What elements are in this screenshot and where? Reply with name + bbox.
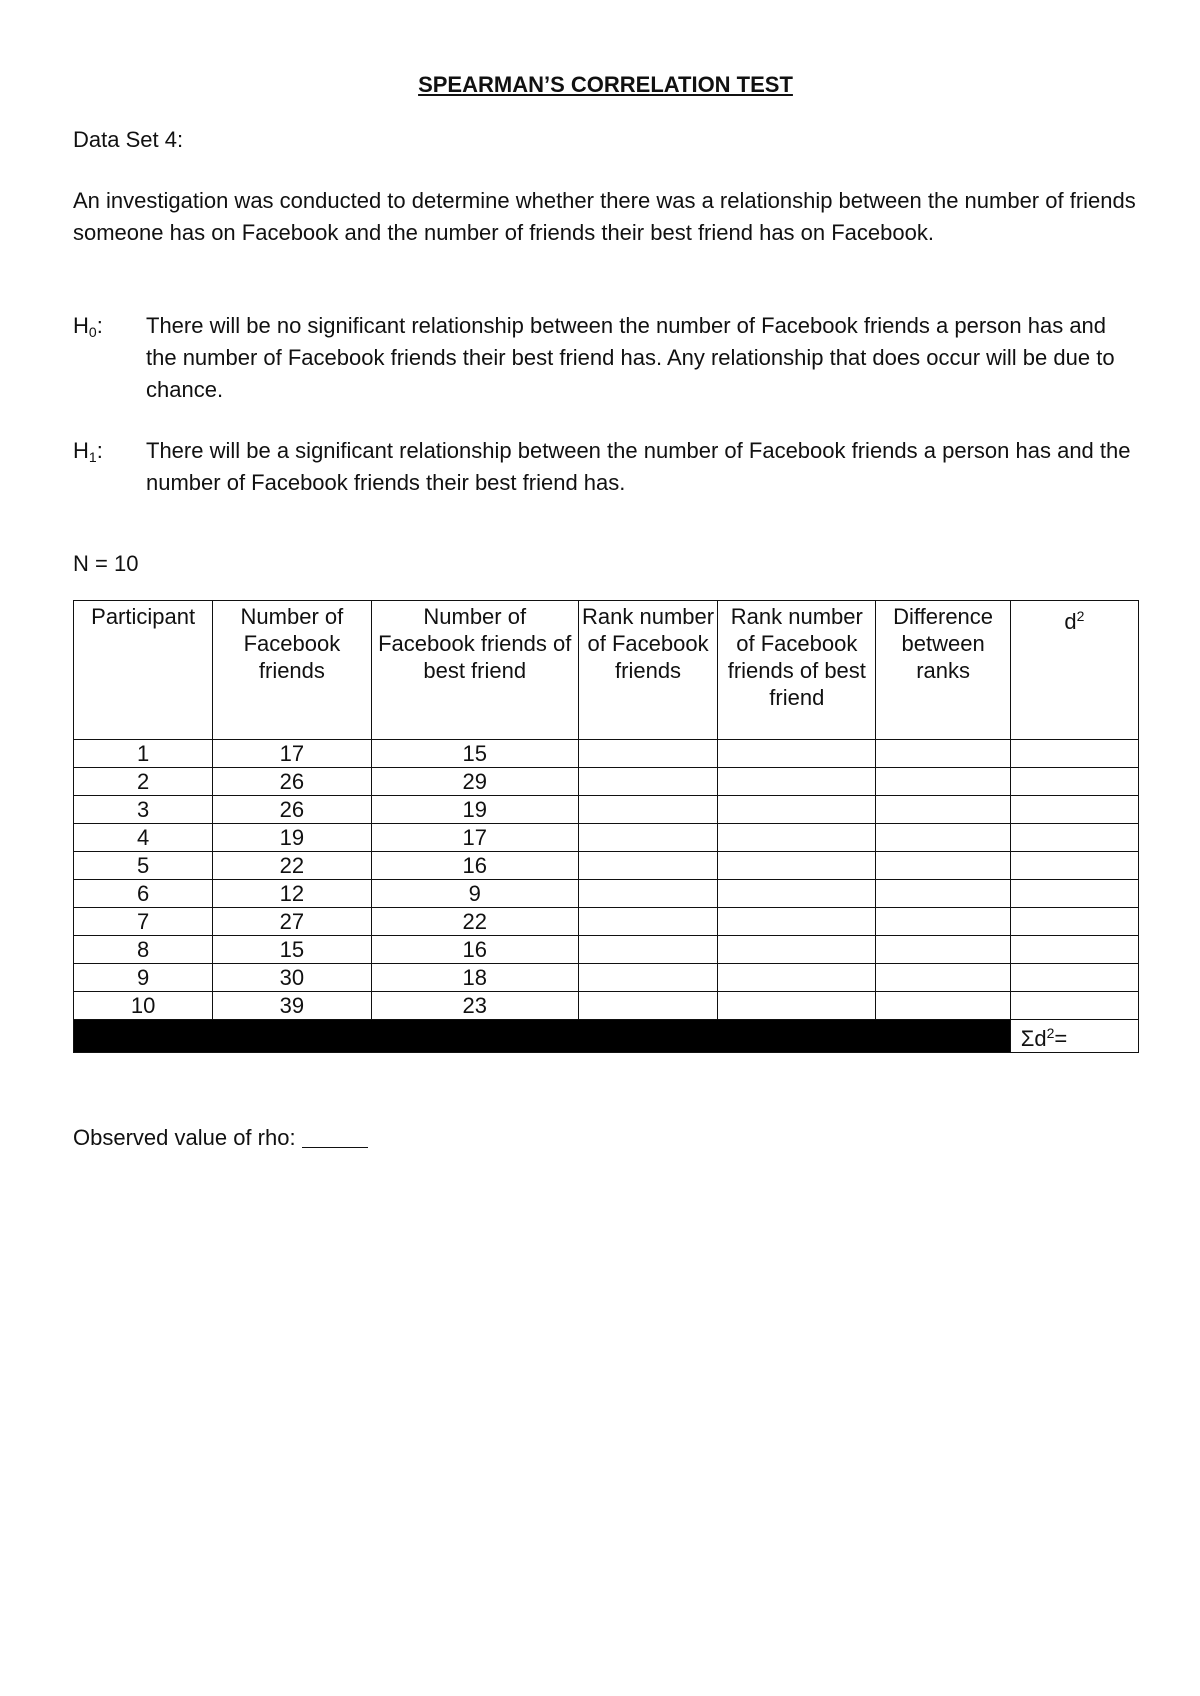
friends-cell: 26	[213, 768, 371, 796]
table-row	[74, 768, 1139, 796]
col-header-best-friend: Number of Facebook friends of best friend	[371, 601, 578, 740]
friends-cell: 39	[213, 992, 371, 1020]
page-title: SPEARMAN’S CORRELATION TEST	[418, 72, 793, 97]
rank-friends-cell[interactable]	[578, 936, 717, 964]
rank-best-friend-cell[interactable]	[718, 852, 876, 880]
d-squared-cell[interactable]	[1010, 936, 1138, 964]
d-squared-cell[interactable]	[1010, 908, 1138, 936]
best-friend-cell: 23	[371, 992, 578, 1020]
friends-cell: 26	[213, 796, 371, 824]
best-friend-cell: 15	[371, 740, 578, 768]
alternative-hypothesis	[73, 435, 1138, 499]
d-squared-cell[interactable]	[1010, 880, 1138, 908]
col-header-friends: Number of Facebook friends	[213, 601, 371, 740]
rank-friends-cell[interactable]	[578, 796, 717, 824]
col-header-participant: Participant	[74, 601, 213, 740]
null-hypothesis-label: $H_0$:	[73, 313, 103, 340]
table-row	[74, 992, 1139, 1020]
d-squared-cell[interactable]	[1010, 768, 1138, 796]
table-row	[74, 936, 1139, 964]
observed-rho-blank[interactable]	[302, 1127, 368, 1148]
ranking-table	[73, 600, 1139, 1053]
alternative-hypothesis-label: $H_1$:	[73, 438, 103, 465]
participant-cell: 8	[74, 936, 213, 964]
friends-cell: 17	[213, 740, 371, 768]
col-header-rank-best-friend: Rank number of Facebook friends of best friend	[718, 601, 876, 740]
difference-cell[interactable]	[876, 824, 1010, 852]
table-header-row	[74, 601, 1139, 740]
data-set-label: Data Set 4:	[73, 127, 184, 152]
rank-friends-cell[interactable]	[578, 852, 717, 880]
rank-best-friend-cell[interactable]	[718, 964, 876, 992]
col-header-d-squared: $d^2$	[1010, 601, 1138, 740]
friends-cell: 15	[213, 936, 371, 964]
d-squared-cell[interactable]	[1010, 964, 1138, 992]
difference-cell[interactable]	[876, 992, 1010, 1020]
rank-best-friend-cell[interactable]	[718, 796, 876, 824]
rank-best-friend-cell[interactable]	[718, 936, 876, 964]
difference-cell[interactable]	[876, 908, 1010, 936]
d-squared-cell[interactable]	[1010, 796, 1138, 824]
participant-cell: 10	[74, 992, 213, 1020]
sample-size: N = 10	[73, 551, 139, 576]
rank-best-friend-cell[interactable]	[718, 768, 876, 796]
rank-best-friend-cell[interactable]	[718, 880, 876, 908]
d-squared-cell[interactable]	[1010, 740, 1138, 768]
participant-cell: 4	[74, 824, 213, 852]
observed-rho-label: Observed value of rho:	[73, 1125, 296, 1150]
rank-best-friend-cell[interactable]	[718, 908, 876, 936]
d-squared-cell[interactable]	[1010, 824, 1138, 852]
table-row	[74, 824, 1139, 852]
best-friend-cell: 19	[371, 796, 578, 824]
alternative-hypothesis-text: There will be a significant relationship between the number of Facebook friends a person has and the number of Facebook friends their best friend has.	[146, 438, 1131, 495]
participant-cell: 9	[74, 964, 213, 992]
participant-cell: 1	[74, 740, 213, 768]
table-row	[74, 908, 1139, 936]
difference-cell[interactable]	[876, 880, 1010, 908]
table-row	[74, 852, 1139, 880]
rank-friends-cell[interactable]	[578, 964, 717, 992]
table-row	[74, 964, 1139, 992]
null-hypothesis	[73, 310, 1138, 406]
difference-cell[interactable]	[876, 964, 1010, 992]
rank-friends-cell[interactable]	[578, 824, 717, 852]
rank-friends-cell[interactable]	[578, 740, 717, 768]
rank-best-friend-cell[interactable]	[718, 740, 876, 768]
friends-cell: 22	[213, 852, 371, 880]
col-header-difference: Difference between ranks	[876, 601, 1010, 740]
d-squared-cell[interactable]	[1010, 852, 1138, 880]
intro-paragraph: An investigation was conducted to determine whether there was a relationship between the number of friends someone has on Facebook and the number of friends their best friend has on Facebook.	[73, 188, 1136, 245]
rank-best-friend-cell[interactable]	[718, 824, 876, 852]
participant-cell: 2	[74, 768, 213, 796]
observed-rho	[73, 1122, 368, 1154]
null-hypothesis-text: There will be no significant relationship between the number of Facebook friends a person has and the number of Facebook friends their best friend has. Any relationship that does occur will be due to chance.	[146, 313, 1115, 402]
difference-cell[interactable]	[876, 768, 1010, 796]
sum-d-squared-cell[interactable]: $\Sigma d^2=$	[1010, 1020, 1138, 1053]
d-squared-cell[interactable]	[1010, 992, 1138, 1020]
difference-cell[interactable]	[876, 740, 1010, 768]
best-friend-cell: 17	[371, 824, 578, 852]
rank-best-friend-cell[interactable]	[718, 992, 876, 1020]
sum-row-filler	[74, 1020, 1011, 1053]
friends-cell: 27	[213, 908, 371, 936]
participant-cell: 6	[74, 880, 213, 908]
rank-friends-cell[interactable]	[578, 992, 717, 1020]
participant-cell: 3	[74, 796, 213, 824]
friends-cell: 12	[213, 880, 371, 908]
best-friend-cell: 16	[371, 852, 578, 880]
best-friend-cell: 22	[371, 908, 578, 936]
table-row	[74, 880, 1139, 908]
difference-cell[interactable]	[876, 852, 1010, 880]
friends-cell: 30	[213, 964, 371, 992]
best-friend-cell: 29	[371, 768, 578, 796]
difference-cell[interactable]	[876, 936, 1010, 964]
participant-cell: 5	[74, 852, 213, 880]
table-row	[74, 740, 1139, 768]
best-friend-cell: 9	[371, 880, 578, 908]
difference-cell[interactable]	[876, 796, 1010, 824]
table-row	[74, 796, 1139, 824]
sum-row	[74, 1020, 1139, 1053]
best-friend-cell: 18	[371, 964, 578, 992]
friends-cell: 19	[213, 824, 371, 852]
col-header-rank-friends: Rank number of Facebook friends	[578, 601, 717, 740]
rank-friends-cell[interactable]	[578, 768, 717, 796]
rank-friends-cell[interactable]	[578, 880, 717, 908]
best-friend-cell: 16	[371, 936, 578, 964]
rank-friends-cell[interactable]	[578, 908, 717, 936]
participant-cell: 7	[74, 908, 213, 936]
